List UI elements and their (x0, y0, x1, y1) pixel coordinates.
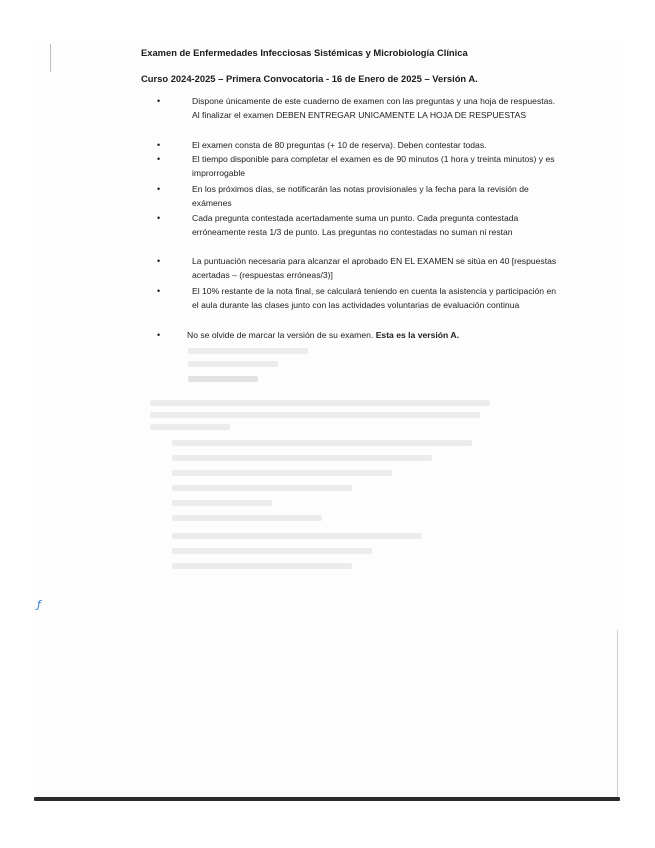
exam-subtitle: Curso 2024-2025 – Primera Convocatoria - 16 de Enero de 2025 – Versión A. (141, 73, 478, 84)
paper-fold-mark (50, 44, 51, 72)
instruction-text: El tiempo disponible para completar el examen es de 90 minutos (1 hora y treinta minutos) y es improrrogable (192, 154, 555, 178)
instruction-plain: No se olvide de marcar la versión de su examen. (187, 330, 376, 340)
bullet-icon: • (157, 154, 161, 164)
bullet-icon: • (157, 213, 161, 223)
bullet-icon: • (157, 184, 161, 194)
paper-bottom-edge (34, 797, 620, 801)
version-highlight: Esta es la versión A. (375, 330, 459, 340)
instruction-text: La puntuación necesaria para alcanzar el aprobado EN EL EXAMEN se sitúa en 40 [respuestas acertadas – (respuestas erróneas/3)] (192, 256, 557, 280)
bullet-icon: • (157, 96, 161, 106)
instruction-text: El examen consta de 80 preguntas (+ 10 de reserva). Deben contestar todas. (192, 140, 487, 150)
instruction-text: Dispone únicamente de este cuaderno de examen con las preguntas y una hoja de respuestas. Al finalizar el examen DEBEN ENTREGAR UNICAMENTE LA HOJA DE RESPUESTAS (192, 96, 556, 120)
pen-mark: ƒ (37, 598, 41, 611)
bullet-icon: • (157, 256, 161, 266)
paper-right-edge (617, 630, 618, 800)
instruction-text (187, 329, 557, 343)
instruction-text: El 10% restante de la nota final, se calculará teniendo en cuenta la asistencia y participación en el aula durante las clases junto con las actividades voluntarias de evaluación continua (192, 286, 557, 310)
bullet-icon: • (157, 140, 161, 150)
instruction-text: Cada pregunta contestada acertadamente suma un punto. Cada pregunta contestada erróneamente resta 1/3 de punto. Las preguntas no contestadas no suman ni restan (192, 213, 519, 237)
exam-title: Examen de Enfermedades Infecciosas Sistémicas y Microbiología Clínica (141, 47, 468, 58)
instruction-text: En los próximos días, se notificarán las notas provisionales y la fecha para la revisión de exámenes (192, 184, 529, 208)
bullet-icon: • (157, 330, 161, 340)
bullet-icon: • (157, 286, 161, 296)
